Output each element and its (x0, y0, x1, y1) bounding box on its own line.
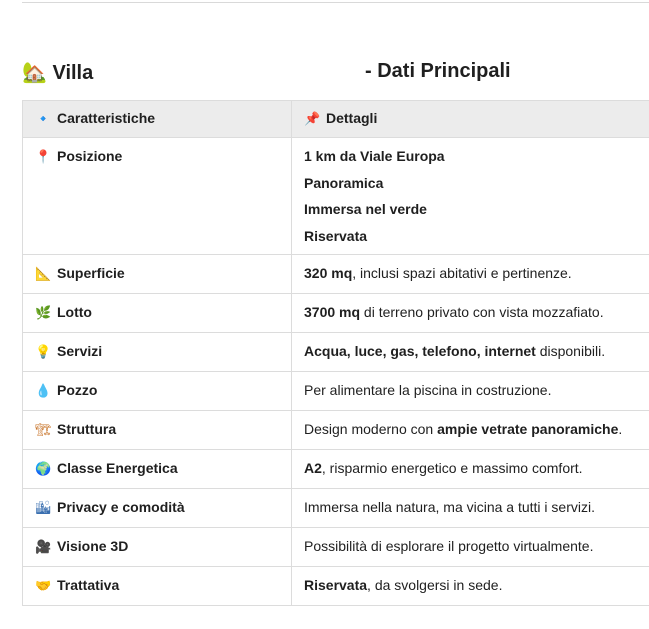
table-row (23, 333, 649, 372)
row-label (23, 567, 292, 606)
row-label (23, 294, 292, 333)
header-label: Dettagli (326, 110, 378, 126)
position-line: Immersa nel verde (304, 201, 427, 217)
house-with-garden-icon: 🏡 (22, 60, 47, 84)
globe-icon: 🌍 (35, 462, 52, 477)
title-left-text: Villa (52, 62, 94, 84)
detail-text-pre: Design moderno con (304, 421, 438, 437)
table-row (23, 255, 649, 294)
row-details (292, 450, 649, 489)
features-table (22, 100, 649, 606)
table-row (23, 567, 649, 606)
round-pushpin-icon: 📍 (35, 150, 52, 165)
row-label-text: Lotto (57, 304, 92, 320)
detail-bold: A2 (304, 460, 322, 476)
row-label (23, 138, 292, 255)
row-label-text: Classe Energetica (57, 460, 178, 476)
table-header-row (23, 101, 649, 138)
row-details (292, 255, 649, 294)
table-row (23, 528, 649, 567)
row-label-text: Privacy e comodità (57, 499, 185, 515)
detail-text: , risparmio energetico e massimo comfort. (321, 460, 583, 476)
detail-bold: 320 mq (304, 265, 353, 281)
table-row (23, 489, 649, 528)
top-divider (22, 2, 649, 3)
table-row (23, 138, 649, 255)
detail-bold: 3700 mq (304, 304, 361, 320)
table-row (23, 294, 649, 333)
header-label: Caratteristiche (57, 110, 156, 126)
row-details (292, 294, 649, 333)
row-label-text: Servizi (57, 343, 103, 359)
row-label (23, 372, 292, 411)
detail-text: Immersa nella natura, ma vicina a tutti i servizi. (304, 499, 595, 515)
row-label-text: Pozzo (57, 382, 98, 398)
row-label-text: Trattativa (57, 577, 120, 593)
blue-diamond-icon: 🔹 (35, 112, 52, 127)
page-title (22, 60, 649, 90)
detail-bold: Riservata (304, 577, 368, 593)
row-label (23, 528, 292, 567)
row-details (292, 528, 649, 567)
row-label (23, 450, 292, 489)
detail-text: Possibilità di esplorare il progetto virtualmente. (304, 538, 594, 554)
movie-camera-icon: 🎥 (35, 540, 52, 555)
pushpin-icon: 📌 (304, 112, 321, 127)
row-label (23, 255, 292, 294)
row-label-text: Struttura (57, 421, 117, 437)
row-details (292, 567, 649, 606)
handshake-icon: 🤝 (35, 579, 52, 594)
row-label (23, 333, 292, 372)
row-label-text: Superficie (57, 265, 125, 281)
row-details (292, 138, 649, 255)
detail-text: . (618, 421, 623, 437)
detail-bold: Acqua, luce, gas, telefono, internet (304, 343, 536, 359)
row-details (292, 333, 649, 372)
detail-text: disponibili. (535, 343, 606, 359)
light-bulb-icon: 💡 (35, 345, 52, 360)
table-row (23, 411, 649, 450)
title-subtitle: - Dati Principali (365, 60, 511, 82)
detail-bold: ampie vetrate panoramiche (437, 421, 619, 437)
droplet-icon: 💧 (35, 384, 52, 399)
detail-text: Per alimentare la piscina in costruzione. (304, 382, 552, 398)
row-label-text: Visione 3D (57, 538, 129, 554)
row-label (23, 411, 292, 450)
table-row (23, 372, 649, 411)
construction-icon: 🏗 (35, 423, 52, 438)
detail-text: , da svolgersi in sede. (367, 577, 503, 593)
header-caratteristiche (23, 101, 292, 138)
row-details (292, 411, 649, 450)
position-line: Panoramica (304, 174, 384, 191)
triangular-ruler-icon: 📐 (35, 267, 52, 282)
cityscape-icon: 🏙 (35, 501, 52, 516)
row-label-text: Posizione (57, 148, 123, 164)
detail-text: , inclusi spazi abitativi e pertinenze. (352, 265, 572, 281)
table-row (23, 450, 649, 489)
position-line: Riservata (304, 227, 368, 244)
row-details (292, 489, 649, 528)
title-villa (22, 60, 93, 85)
header-dettagli (292, 101, 649, 138)
row-label (23, 489, 292, 528)
herb-icon: 🌿 (35, 306, 52, 321)
row-details (292, 372, 649, 411)
detail-text: di terreno privato con vista mozzafiato. (360, 304, 604, 320)
position-line: 1 km da Viale Europa (304, 148, 445, 164)
